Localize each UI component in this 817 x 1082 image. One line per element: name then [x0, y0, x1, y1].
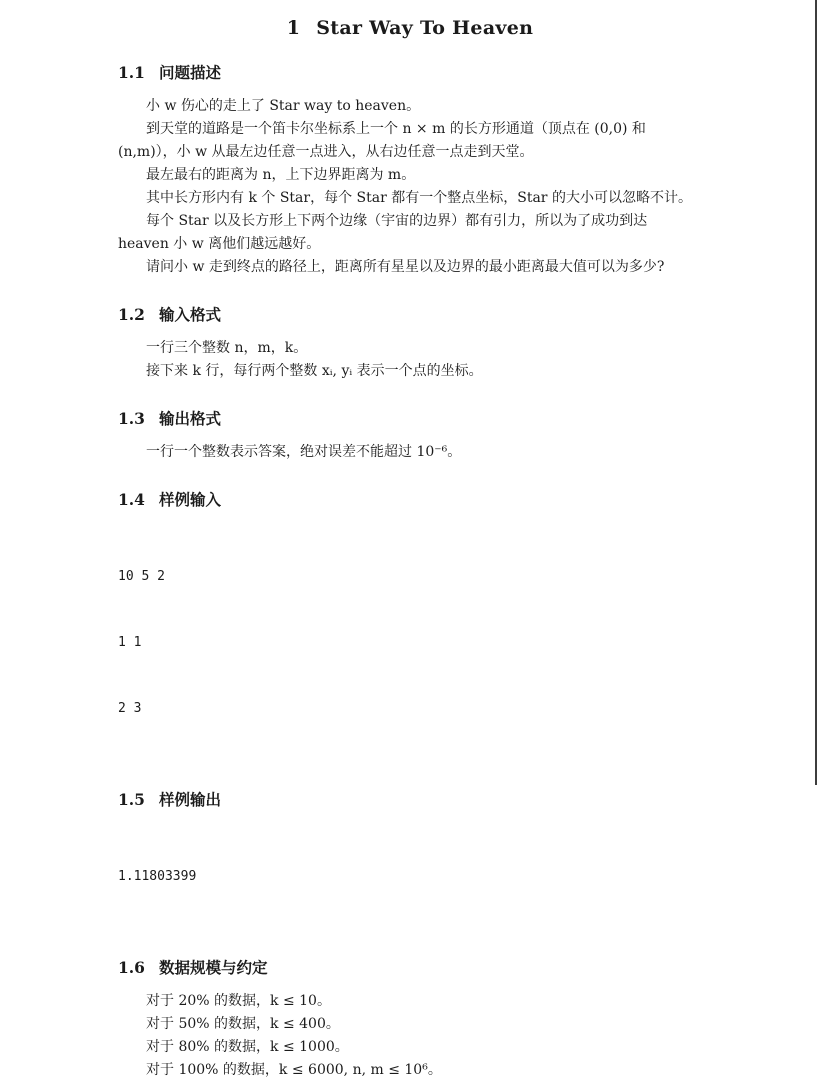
section-heading-label: 样例输出 — [158, 791, 221, 809]
section-number: 1.2 — [118, 305, 145, 324]
paragraph: 对于 20% 的数据，k ≤ 10。 — [146, 993, 331, 1009]
section-problem-description — [118, 63, 702, 279]
section-number: 1.4 — [118, 490, 145, 509]
code-line: 1 1 — [118, 635, 142, 650]
document-page — [118, 0, 702, 1082]
section-number: 1.1 — [118, 63, 145, 82]
code-line: 10 5 2 — [118, 569, 165, 584]
section-heading-label: 数据规模与约定 — [158, 959, 268, 977]
section-heading-label: 问题描述 — [158, 64, 221, 82]
paragraph: 一行三个整数 n，m，k。 — [146, 340, 308, 356]
section-heading — [118, 790, 702, 810]
section-output-format — [118, 409, 702, 464]
section-heading — [118, 490, 702, 510]
sample-output-code — [118, 822, 702, 932]
paragraph: 其中长方形内有 k 个 Star，每个 Star 都有一个整点坐标，Star 的大小可以忽略不计。 — [146, 190, 692, 206]
paragraph: 一行一个整数表示答案，绝对误差不能超过 10⁻⁶。 — [146, 444, 462, 460]
paragraph: 最左最右的距离为 n，上下边界距离为 m。 — [146, 167, 416, 183]
section-heading — [118, 958, 702, 978]
paragraph: 小 w 伤心的走上了 Star way to heaven。 — [146, 98, 421, 114]
paragraph: 到天堂的道路是一个笛卡尔坐标系上一个 n × m 的长方形通道（顶点在 (0,0) 和 (n,m)），小 w 从最左边任意一点进入，从右边任意一点走到天堂。 — [118, 121, 646, 160]
title-number: 1 — [286, 17, 301, 39]
section-heading-label: 输入格式 — [158, 306, 221, 324]
section-heading-label: 样例输入 — [158, 491, 221, 509]
section-sample-input — [118, 490, 702, 764]
code-line: 2 3 — [118, 701, 142, 716]
section-number: 1.3 — [118, 409, 145, 428]
paragraph: 接下来 k 行，每行两个整数 xᵢ, yᵢ 表示一个点的坐标。 — [146, 363, 483, 379]
section-heading — [118, 305, 702, 325]
paragraph: 对于 100% 的数据，k ≤ 6000, n, m ≤ 10⁶。 — [146, 1062, 442, 1078]
section-number: 1.5 — [118, 790, 145, 809]
paragraph: 请问小 w 走到终点的路径上，距离所有星星以及边界的最小距离最大值可以为多少? — [146, 259, 665, 275]
title-text: Star Way To Heaven — [316, 17, 534, 39]
section-heading — [118, 409, 702, 429]
paragraph: 对于 80% 的数据，k ≤ 1000。 — [146, 1039, 349, 1055]
section-number: 1.6 — [118, 958, 145, 977]
page-title — [118, 14, 702, 42]
section-input-format — [118, 305, 702, 383]
section-heading-label: 输出格式 — [158, 410, 221, 428]
paragraph: 对于 50% 的数据，k ≤ 400。 — [146, 1016, 340, 1032]
sample-input-code — [118, 522, 702, 764]
section-heading — [118, 63, 702, 83]
section-sample-output — [118, 790, 702, 932]
section-data-constraints — [118, 958, 702, 1082]
code-line: 1.11803399 — [118, 869, 197, 884]
paragraph: 每个 Star 以及长方形上下两个边缘（宇宙的边界）都有引力，所以为了成功到达 heaven 小 w 离他们越远越好。 — [118, 213, 648, 252]
